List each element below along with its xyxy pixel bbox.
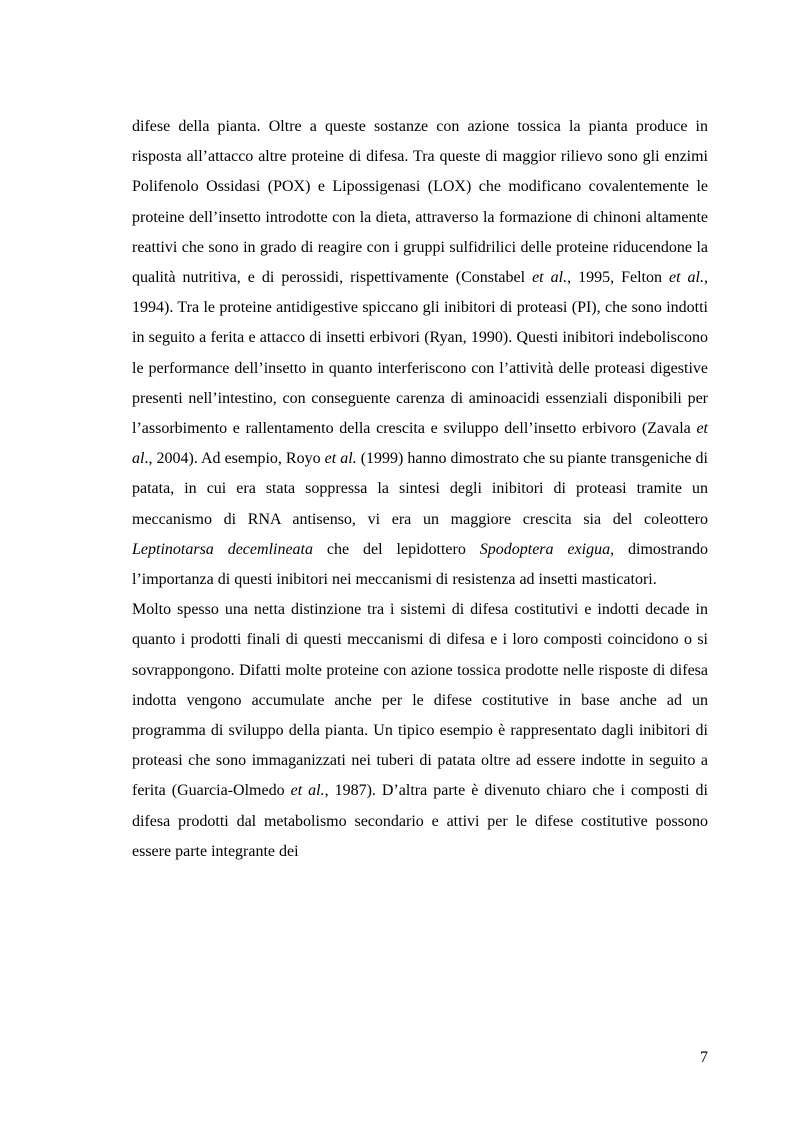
- text-run: ., 2004). Ad esempio, Royo: [144, 450, 325, 468]
- italic-text-run: et al.: [669, 269, 704, 287]
- italic-text-run: et al.: [324, 450, 357, 468]
- text-run: , dimostrando l’importanza di questi inibitori nei meccanismi di resistenza ad insetti masticatori.: [132, 540, 709, 589]
- text-run: difese della pianta. Oltre a queste sostanze con azione tossica la pianta produce in risposta all’attacco altre proteine di difesa. Tra queste di maggior rilievo sono gli enzimi Polifenolo Ossidasi (POX) e Lipossigenasi (LOX) che modificano covalentemente le proteine dell’insetto introdotte con la dieta, attraverso la formazione di chinoni altamente reattivi che sono in grado di reagire con i gruppi sulfidrilici delle proteine riducendone la qualità nutritiva, e di perossidi, rispettivamente (Constabel: [132, 118, 708, 287]
- text-run: , 1994). Tra le proteine antidigestive spiccano gli inibitori di proteasi (PI), che sono indotti in seguito a ferita e attacco di insetti erbivori (Ryan, 1990). Questi inibitori indeboliscono le performance dell’insetto in quanto interferiscono con l’attività delle proteasi digestive presenti nell’intestino, con conseguente carenza di aminoacidi essenziali disponibili per l’assorbimento e rallentamento della crescita e sviluppo dell’insetto erbivoro (Zavala: [132, 269, 708, 438]
- page-number: 7: [700, 1049, 708, 1066]
- body-text: [132, 112, 708, 867]
- paragraph-1: [132, 112, 708, 595]
- italic-text-run: et al.: [290, 782, 325, 800]
- italic-text-run: et al: [132, 420, 708, 468]
- text-run: (1999) hanno dimostrato che su piante transgeniche di patata, in cui era stata soppressa la sintesi degli inibitori di proteasi tramite un meccanismo di RNA antisenso, vi era un maggiore crescita sia del coleottero: [132, 450, 708, 528]
- text-run: , 1987). D’altra parte è divenuto chiaro che i composti di difesa prodotti dal metabolismo secondario e attivi per le difese costitutive possono essere parte integrante dei: [132, 782, 709, 860]
- text-run: Molto spesso una netta distinzione tra i sistemi di difesa costitutivi e indotti decade in quanto i prodotti finali di questi meccanismi di difesa e i loro composti coincidono o si sovrappongono. Difatti molte proteine con azione tossica prodotte nelle risposte di difesa indotta vengono accumulate anche per le difese costitutive in base anche ad un programma di sviluppo della pianta. Un tipico esempio è rappresentato dagli inibitori di proteasi che sono immaganizzati nei tuberi di patata oltre ad essere indotte in seguito a ferita (Guarcia-Olmedo: [132, 601, 708, 800]
- italic-text-run: Spodoptera exigua: [479, 540, 611, 558]
- text-run: che del lepidottero: [313, 540, 480, 558]
- italic-text-run: Leptinotarsa decemlineata: [132, 540, 314, 558]
- text-run: , 1995, Felton: [567, 269, 669, 287]
- paragraph-2: [132, 595, 708, 867]
- italic-text-run: et al.: [532, 269, 568, 287]
